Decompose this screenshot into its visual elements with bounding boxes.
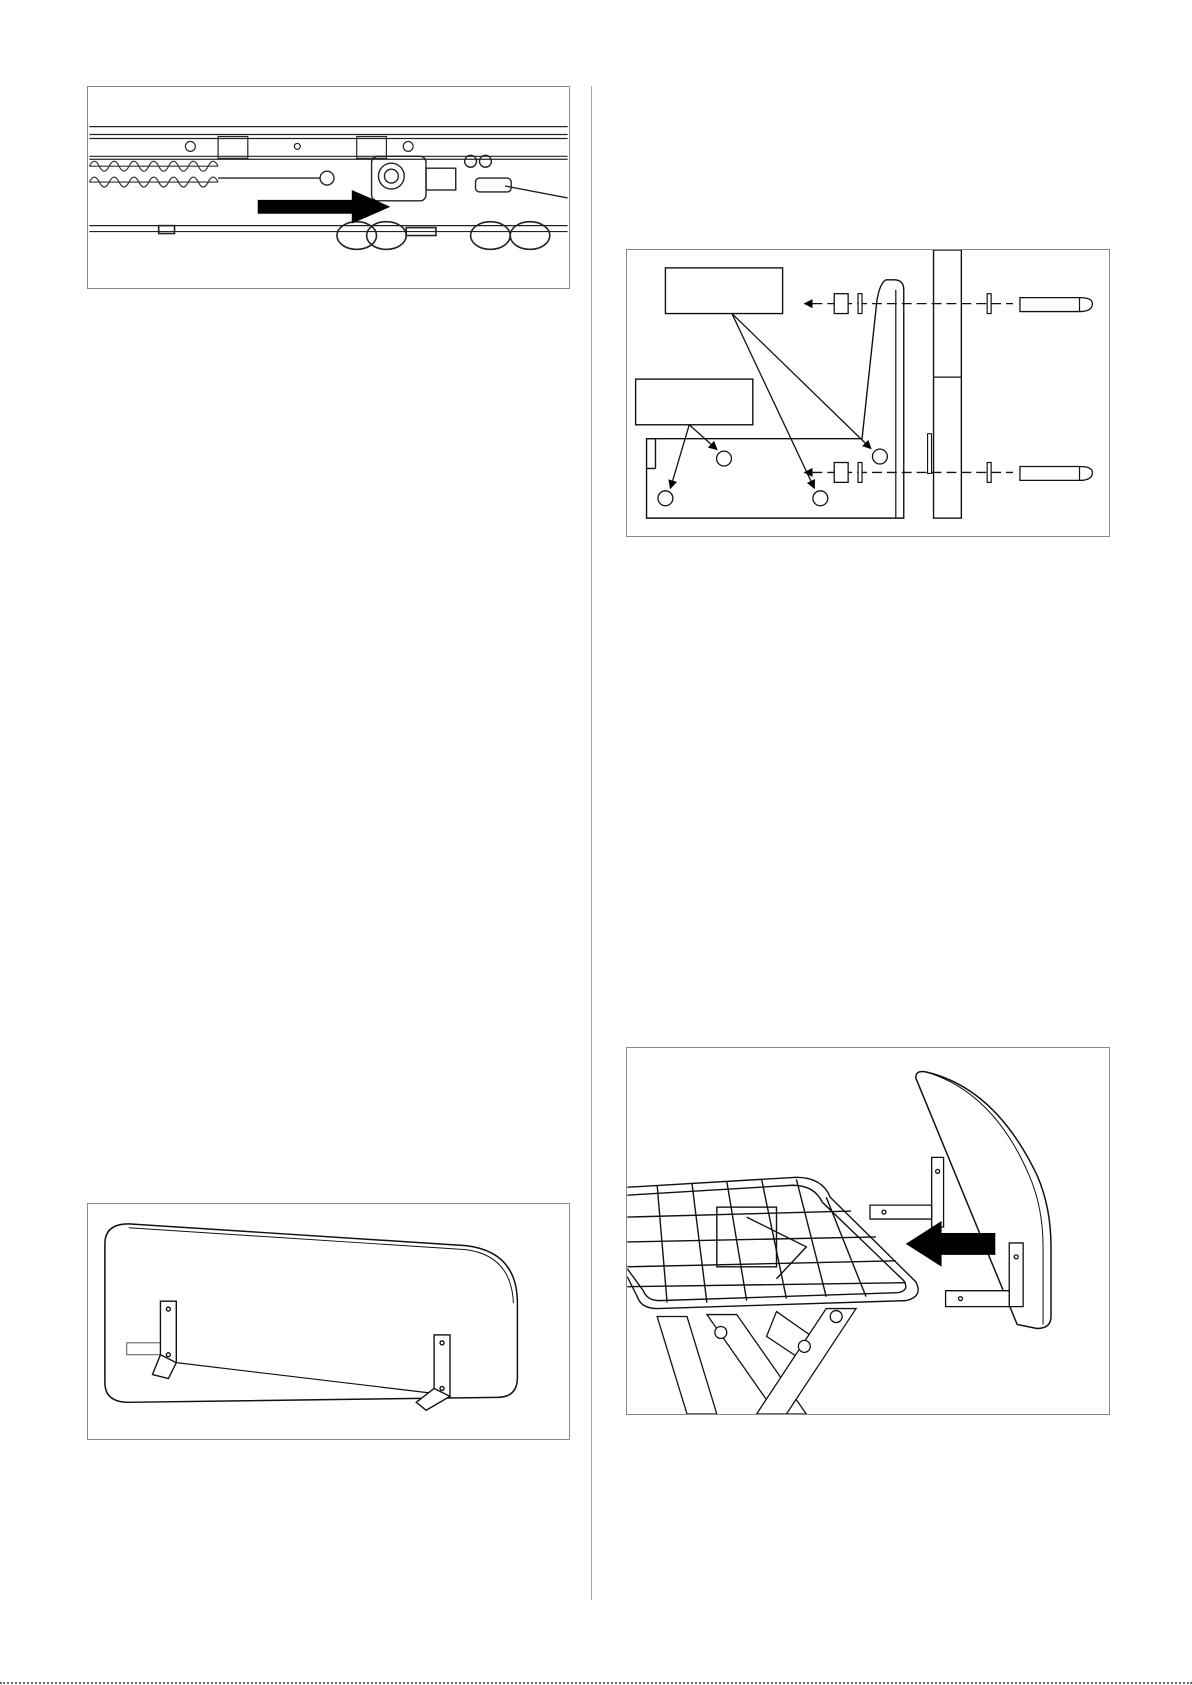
figure-mechanism-release bbox=[87, 86, 570, 289]
bracket-drawing bbox=[627, 250, 1109, 536]
nut-icon bbox=[834, 463, 848, 483]
washer-icon bbox=[858, 294, 862, 314]
figure-end-panel bbox=[87, 1203, 570, 1440]
bolt-icon bbox=[1020, 298, 1092, 312]
bolt-icon bbox=[1020, 466, 1092, 480]
frame-rail bbox=[934, 250, 962, 518]
callout-box-lower bbox=[636, 379, 753, 425]
panel-label-plate bbox=[127, 1343, 163, 1355]
panel-drawing bbox=[88, 1204, 569, 1439]
bed-base-legs bbox=[657, 1309, 856, 1414]
mechanism-drawing bbox=[88, 87, 569, 288]
figure-bracket-assembly bbox=[626, 249, 1110, 537]
spring-icon bbox=[89, 161, 218, 187]
figure-panel-installation bbox=[626, 1047, 1110, 1415]
page-bottom-rule bbox=[0, 1682, 1192, 1684]
washer-icon bbox=[858, 463, 862, 483]
release-arrow-icon bbox=[258, 190, 391, 224]
nut-icon bbox=[834, 294, 848, 314]
washer-icon bbox=[987, 294, 991, 314]
column-divider bbox=[591, 86, 592, 1600]
washer-icon bbox=[987, 463, 991, 483]
install-drawing bbox=[627, 1048, 1109, 1414]
callout-box-upper bbox=[665, 268, 782, 314]
mattress-grid-frame bbox=[627, 1177, 918, 1308]
